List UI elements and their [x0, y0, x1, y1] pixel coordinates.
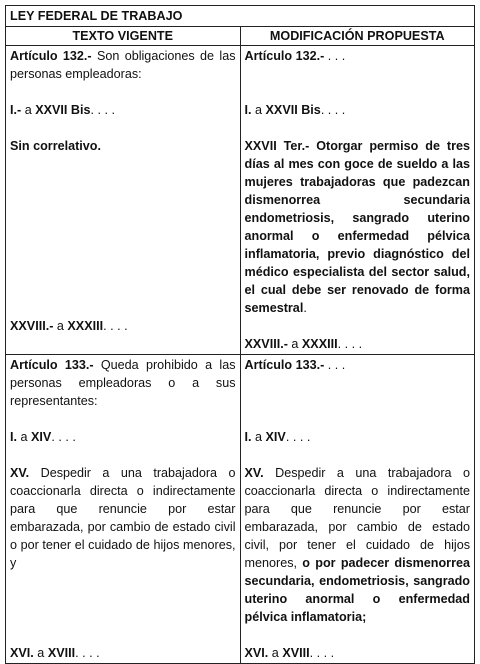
article-label: Artículo 132.- — [244, 49, 325, 63]
range-connector: a — [33, 646, 48, 660]
ellipsis: . . . . — [51, 430, 76, 444]
fraction-text: Despedir a una trabajadora o coaccionarla directa o indirectamente para que renuncie por estar embarazada, por cambio de estado civil, por tener el cuidado de hijos menores, — [244, 466, 470, 570]
article-132-current — [6, 46, 241, 355]
range-connector: a — [287, 337, 302, 351]
fraction-start: XXVIII.- — [244, 337, 288, 351]
fraction-xv-proposed — [245, 464, 471, 626]
range-connector: a — [251, 103, 266, 117]
article-133-proposed — [240, 355, 475, 664]
column-header-current: TEXTO VIGENTE — [6, 27, 241, 46]
fraction-start: I. — [10, 430, 17, 444]
fraction-range — [10, 101, 236, 119]
fraction-end: XXVII Bis — [265, 103, 321, 117]
fraction-start: XVI. — [244, 646, 269, 660]
article-text: Queda prohibido a las personas empleadoras o a sus representantes: — [10, 358, 236, 408]
fraction-end: XVIII — [47, 646, 76, 660]
fraction-range — [10, 428, 236, 446]
fraction-end: XXXIII — [67, 319, 104, 333]
range-connector: a — [53, 319, 68, 333]
fraction-range — [10, 644, 236, 662]
ellipsis: . . . . — [320, 103, 346, 117]
article-label: Artículo 133.- — [244, 358, 325, 372]
article-text: Son obligaciones de las personas empleadoras: — [10, 49, 236, 81]
fraction-end: XVIII — [282, 646, 310, 660]
fraction-range — [245, 428, 471, 446]
fraction-end: XXVII Bis — [35, 103, 91, 117]
column-header-row — [6, 27, 475, 46]
article-132-row — [6, 46, 475, 355]
article-132-proposed — [240, 46, 475, 355]
period: . — [303, 301, 307, 315]
fraction-label: XV. — [244, 466, 264, 480]
fraction-text: Despedir a una trabajadora o coaccionarla directa o indirectamente para que renuncie por estar embarazada, por cambio de estado civil o por tener el cuidado de hijos menores, y — [10, 466, 236, 570]
range-connector: a — [21, 103, 36, 117]
range-connector: a — [251, 430, 266, 444]
fraction-end: XIV — [31, 430, 52, 444]
ellipsis: . . . . — [75, 646, 100, 660]
fraction-range — [245, 101, 471, 119]
range-connector: a — [268, 646, 283, 660]
fraction-range — [245, 335, 471, 353]
no-correlative-note: Sin correlativo. — [10, 139, 101, 153]
fraction-label: XV. — [10, 466, 30, 480]
added-text: o por padecer dismenorrea secundaria, endometriosis, sangrado uterino anormal o enfermedad pélvica inflamatoria; — [244, 556, 470, 624]
article-132-current-lead — [10, 47, 236, 83]
column-header-proposed: MODIFICACIÓN PROPUESTA — [240, 27, 475, 46]
fraction-end: XXXIII — [301, 337, 338, 351]
article-label: Artículo 133.- — [10, 358, 94, 372]
comparison-table — [5, 5, 475, 664]
ellipsis: . . . . — [285, 430, 311, 444]
comparison-table-container — [5, 5, 475, 664]
article-133-proposed-lead — [245, 356, 471, 374]
fraction-start: XVI. — [10, 646, 34, 660]
ellipsis: . . . . — [337, 337, 363, 351]
ellipsis: . . . . — [103, 319, 128, 333]
new-fraction-xxvii-ter — [245, 137, 471, 317]
fraction-start: I.- — [10, 103, 22, 117]
law-title: LEY FEDERAL DE TRABAJO — [6, 6, 475, 27]
article-text: . . . — [324, 49, 346, 63]
article-133-current — [6, 355, 241, 664]
fraction-start: I. — [244, 103, 252, 117]
fraction-end: XIV — [265, 430, 286, 444]
fraction-xv-current — [10, 464, 236, 572]
article-133-row — [6, 355, 475, 664]
article-133-current-lead — [10, 356, 236, 410]
ellipsis: . . . . — [309, 646, 335, 660]
new-fraction-text: XXVII Ter.- Otorgar permiso de tres días al mes con goce de sueldo a las mujeres trabajadoras que padezcan dismenorrea secundaria endometriosis, sangrado uterino anormal o enfermedad pélvica inflamatoria, previo diagnóstico del médico especialista del sector salud, el cual debe ser renovado de forma semestral — [244, 139, 470, 315]
fraction-range — [245, 644, 471, 662]
article-text: . . . — [324, 358, 346, 372]
fraction-start: I. — [244, 430, 252, 444]
range-connector: a — [17, 430, 32, 444]
title-row — [6, 6, 475, 27]
article-label: Artículo 132.- — [10, 49, 92, 63]
article-132-proposed-lead — [245, 47, 471, 65]
fraction-start: XXVIII.- — [10, 319, 54, 333]
ellipsis: . . . . — [90, 103, 116, 117]
fraction-range — [10, 317, 236, 335]
